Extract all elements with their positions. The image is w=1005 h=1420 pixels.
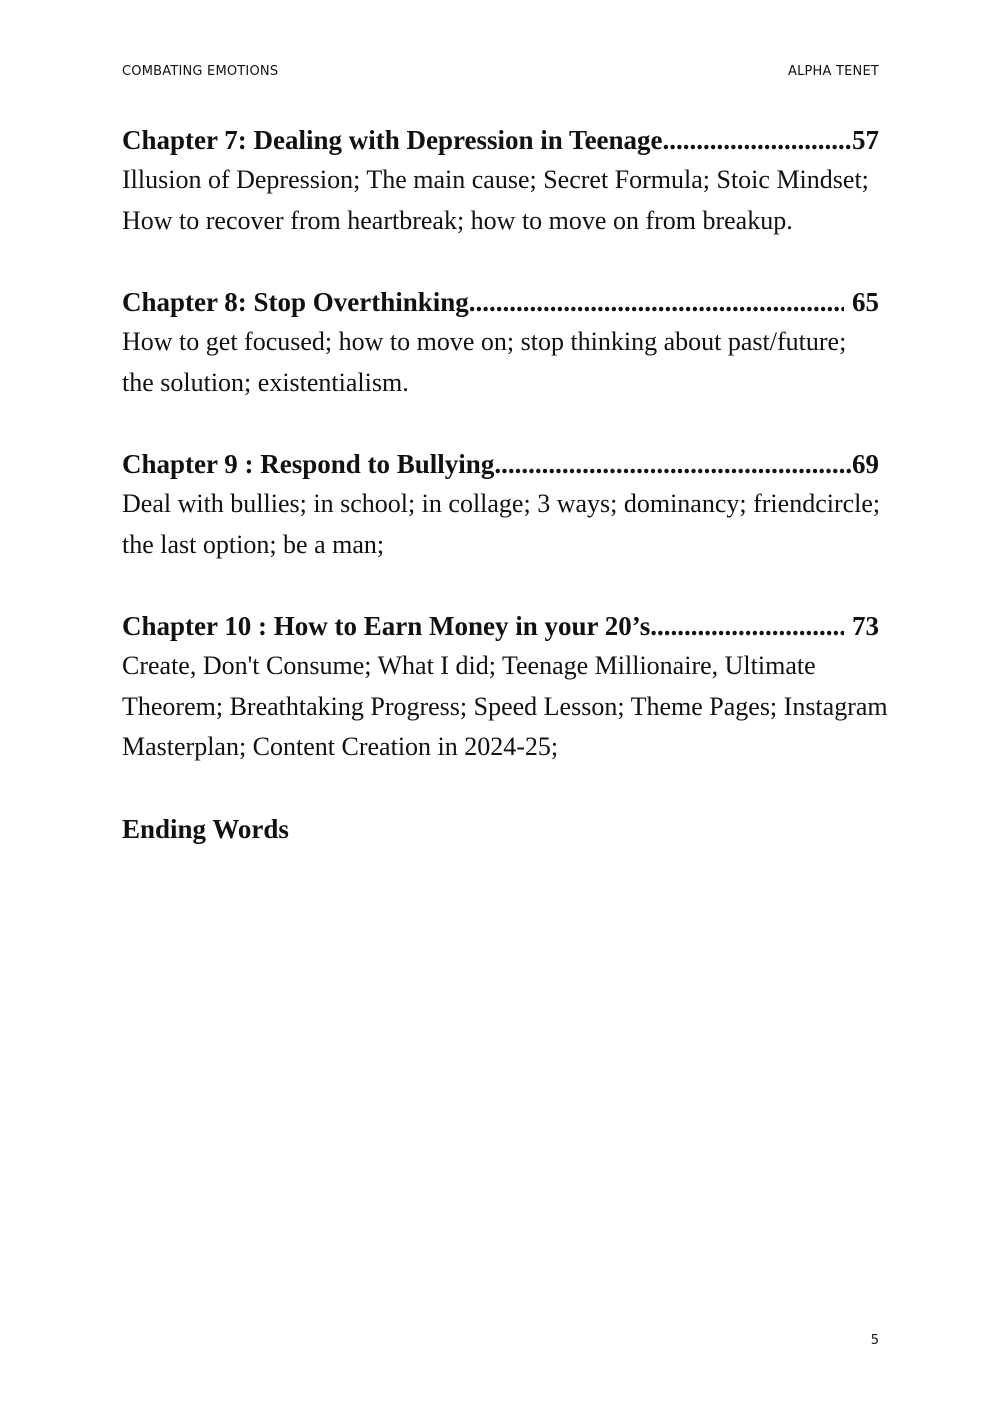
chapter-description — [122, 646, 888, 768]
toc-entry-chapter-10 — [122, 606, 888, 768]
description-line: Deal with bullies; in school; in collage; 3 ways; dominancy; friendcircle; — [122, 489, 881, 518]
dot-leader — [494, 444, 852, 484]
dot-leader — [650, 606, 844, 646]
description-line: How to get focused; how to move on; stop thinking about past/future; — [122, 327, 847, 356]
description-line: Theorem; Breathtaking Progress; Speed Lesson; Theme Pages; Instagram — [122, 691, 888, 721]
chapter-title: Chapter 9 : Respond to Bullying — [122, 449, 495, 479]
toc-chapter-line[interactable] — [122, 444, 879, 484]
chapter-page-number: 69 — [852, 449, 879, 479]
header-book-title: COMBATING EMOTIONS — [122, 64, 279, 79]
description-line: the solution; existentialism. — [122, 367, 409, 397]
description-line: Masterplan; Content Creation in 2024-25; — [122, 732, 559, 761]
description-line: Create, Don't Consume; What I did; Teenage Millionaire, Ultimate — [122, 651, 816, 680]
dot-leader — [663, 120, 852, 160]
running-header — [122, 64, 879, 84]
toc-chapter-line[interactable] — [122, 606, 879, 646]
toc-entry-chapter-7 — [122, 120, 879, 241]
page-number: 5 — [870, 1333, 879, 1348]
chapter-description — [122, 322, 879, 403]
chapter-title: Chapter 7: Dealing with Depression in Teenage — [122, 125, 663, 155]
chapter-description — [122, 484, 879, 565]
chapter-title: Chapter 10 : How to Earn Money in your 20’s — [122, 611, 651, 641]
chapter-page-number: 65 — [852, 287, 879, 317]
chapter-page-number: 57 — [852, 125, 879, 155]
table-of-contents — [122, 120, 888, 849]
chapter-description — [122, 160, 879, 241]
chapter-title: Chapter 8: Stop Overthinking — [122, 287, 469, 317]
toc-chapter-line[interactable] — [122, 120, 879, 160]
chapter-page-number: 73 — [852, 611, 879, 641]
toc-chapter-line[interactable] — [122, 282, 879, 322]
header-author: ALPHA TENET — [787, 64, 879, 79]
toc-entry-chapter-8 — [122, 282, 879, 403]
description-line: the last option; be a man; — [122, 529, 385, 559]
description-line: Illusion of Depression; The main cause; Secret Formula; Stoic Mindset; — [122, 165, 869, 194]
toc-entry-chapter-9 — [122, 444, 879, 565]
toc-ending-words[interactable]: Ending Words — [122, 813, 289, 844]
description-line: How to recover from heartbreak; how to move on from breakup. — [122, 205, 793, 235]
dot-leader — [469, 282, 844, 322]
